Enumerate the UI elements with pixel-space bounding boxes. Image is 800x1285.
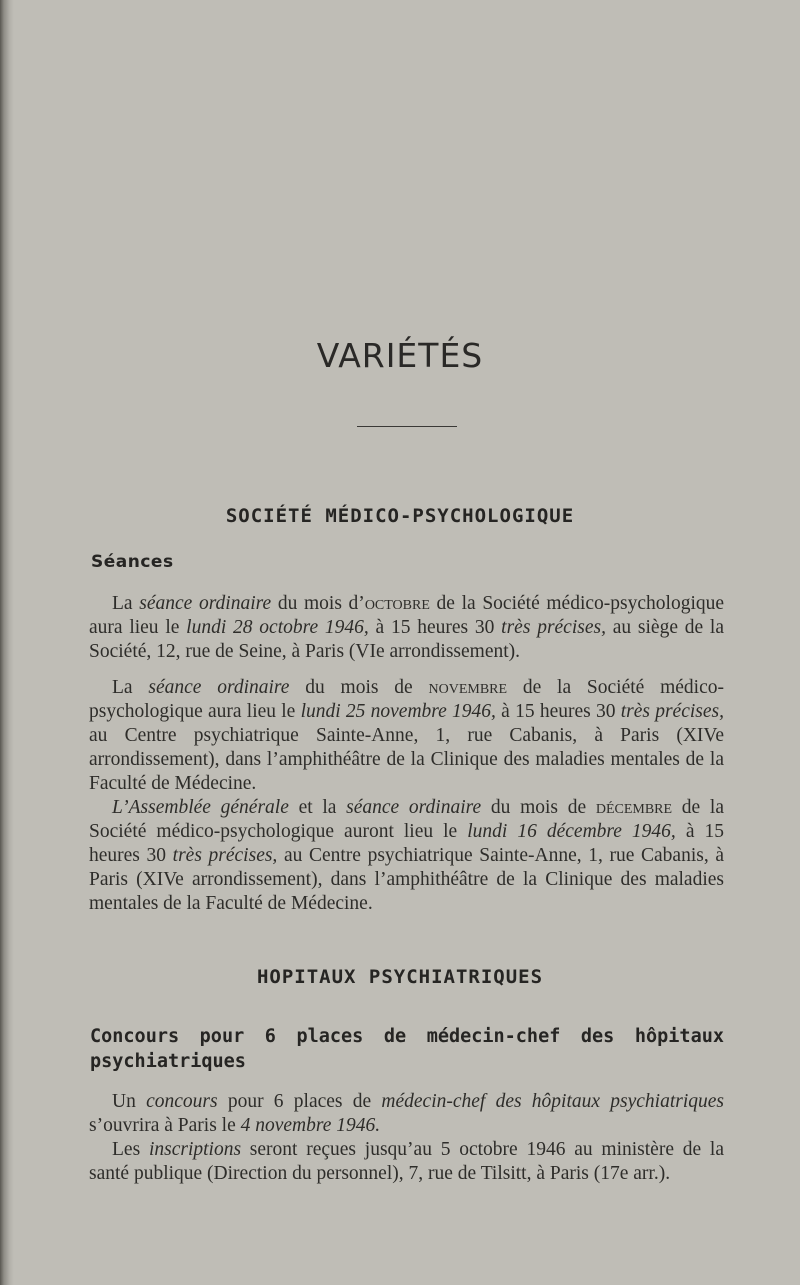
paragraph-decembre: L’Assemblée générale et la séance ordinaire du mois de décembre de la Société médico-psychologique auront lieu le lundi 16 décembre 1946, à 15 heures 30 très précises, au Centre psychiatrique Sainte-Anne, 1, rue Cabanis, à Paris (XIVe arrondissement), dans l’amphithéâtre de la Clinique des maladies mentales de la Faculté de Médecine. [89, 797, 724, 914]
subheading-seances: Séances [91, 552, 174, 572]
title-divider [357, 426, 457, 427]
paragraph-novembre: La séance ordinaire du mois de novembre de la Société médico-psychologique aura lieu le lundi 25 novembre 1946, à 15 heures 30 très précises, au Centre psychiatrique Sainte-Anne, 1, rue Cabanis, à Paris (XIVe arrondissement), dans l’amphithéâtre de la Clinique des maladies mentales de la Faculté de Médecine. [89, 677, 724, 794]
paragraph-concours: Un concours pour 6 places de médecin-chef des hôpitaux psychiatriques s’ouvrira à Paris le 4 novembre 1946. [89, 1091, 725, 1136]
subheading-concours: Concours pour 6 places de médecin-chef des hôpitaux psychiatriques [90, 1026, 724, 1072]
section-heading-hopitaux: HOPITAUX PSYCHIATRIQUES [256, 966, 544, 988]
section-heading-societe: SOCIÉTÉ MÉDICO-PSYCHOLOGIQUE [225, 505, 575, 527]
page-title: VARIÉTÉS [316, 336, 484, 375]
page-binding-edge [0, 0, 14, 1285]
paragraph-inscriptions: Les inscriptions seront reçues jusqu’au 5 octobre 1946 au ministère de la santé publique (Direction du personnel), 7, rue de Tilsitt, à Paris (17e arr.). [89, 1139, 725, 1184]
paragraph-octobre: La séance ordinaire du mois d’octobre de la Société médico-psychologique aura lieu le lundi 28 octobre 1946, à 15 heures 30 très précises, au siège de la Société, 12, rue de Seine, à Paris (VIe arrondissement). [89, 593, 725, 662]
